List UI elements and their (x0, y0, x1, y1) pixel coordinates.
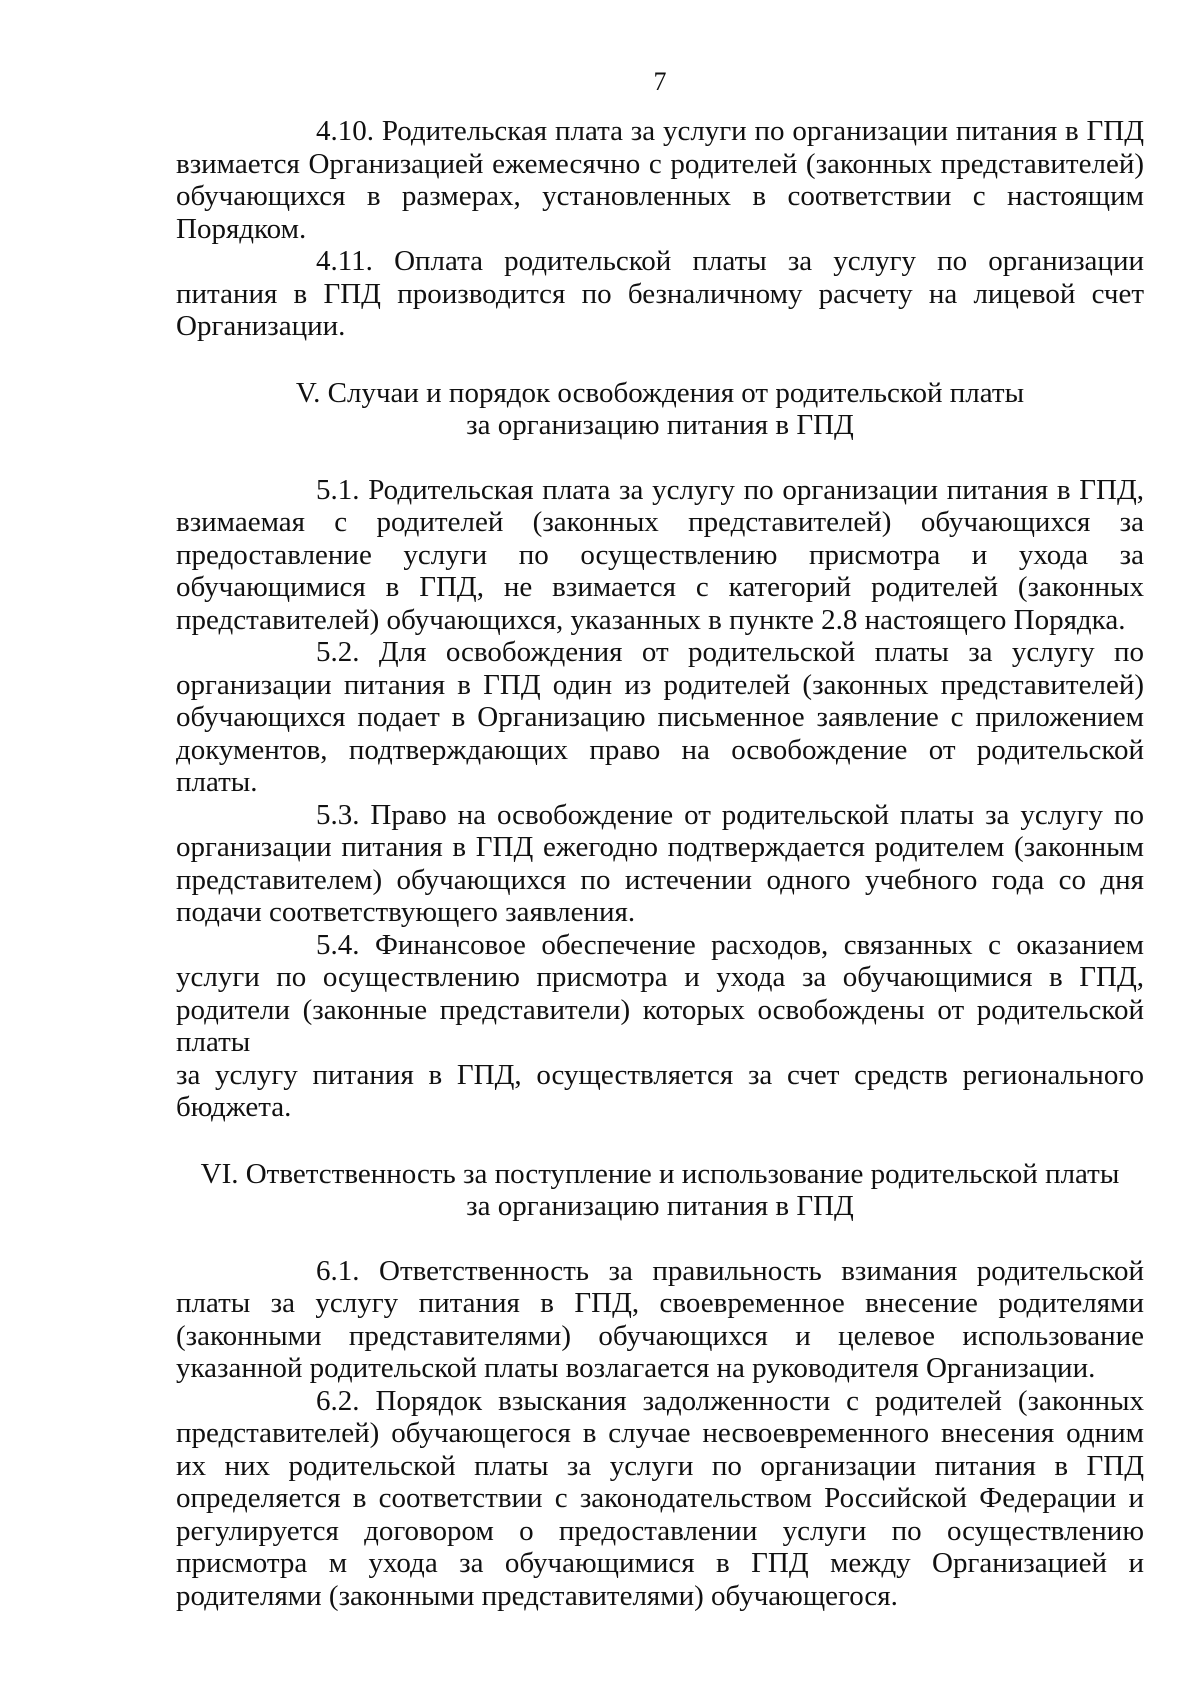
paragraph-text: Финансовое обеспечение расходов, связанных с оказанием услуги по осуществлению присмотра и ухода за обучающимися в ГПД, родители (законные представители) которых освобождены от родительской платы (176, 928, 1144, 1058)
paragraph-6-2 (176, 1385, 1144, 1613)
paragraph-number: 4.10. (316, 115, 374, 147)
paragraph-number: 4.11. (316, 245, 373, 277)
paragraph-5-1 (176, 474, 1144, 637)
page-number: 7 (653, 67, 667, 96)
paragraph-text: Для освобождения от родительской платы за услугу по организации питания в ГПД один из родителей (законных представителей) обучающихся подает в Организацию письменное заявление с приложением документов, подтверждающих право на освобождение от родительской платы. (176, 636, 1145, 798)
paragraph-4-11 (176, 245, 1144, 343)
spacer (176, 343, 1144, 377)
paragraph-number: 5.4. (316, 928, 360, 961)
section-5-heading-line-1: V. Случаи и порядок освобождения от родительской платы (295, 376, 1025, 409)
paragraph-text: Порядок взыскания задолженности с родителей (законных представителей) обучающегося в случае несвоевременного внесения одним их них родительской платы за услуги по организации питания в ГПД определяется в соответствии с законодательством Российской Федерации и регулируется договором о предоставлении услуги по осуществлению присмотра м ухода за обучающимися в ГПД между Организацией и родителями (законными представителями) обучающегося. (176, 1384, 1144, 1612)
paragraph-text: Родительская плата за услуги по организации питания в ГПД взимается Организацией ежемесячно с родителей (законных представителей) обучающихся в размерах, установленных в соответствии с настоящим Порядком. (176, 115, 1145, 245)
paragraph-5-4-continuation: за услугу питания в ГПД, осуществляется за счет средств регионального бюджета. (176, 1058, 1144, 1123)
paragraph-number: 5.2. (316, 636, 360, 668)
spacer (176, 1124, 1144, 1158)
paragraph-5-3 (176, 799, 1144, 929)
paragraph-number: 6.2. (316, 1384, 360, 1417)
paragraph-5-2 (176, 636, 1144, 799)
section-6-heading-line-2: за организацию питания в ГПД (466, 1190, 854, 1222)
paragraph-text: Родительская плата за услугу по организации питания в ГПД, взимаемая с родителей (законных представителей) обучающихся за предоставление услуги по осуществлению присмотра и ухода за обучающимися в ГПД, не взимается с категорий родителей (законных представителей) обучающихся, указанных в пункте 2.8 настоящего Порядка. (176, 473, 1145, 636)
section-5-heading-line-2: за организацию питания в ГПД (466, 409, 854, 441)
spacer (176, 442, 1144, 474)
document-page (176, 0, 1144, 1697)
section-5-heading (176, 377, 1144, 442)
paragraph-number: 6.1. (316, 1254, 360, 1287)
section-6-heading (176, 1158, 1144, 1223)
paragraph-text: Ответственность за правильность взимания родительской платы за услугу питания в ГПД, своевременное внесение родителями (законными представителями) обучающихся и целевое использование указанной родительской платы возлагается на руководителя Организации. (176, 1254, 1144, 1384)
paragraph-6-1 (176, 1255, 1144, 1385)
paragraph-4-10 (176, 115, 1144, 245)
paragraph-number: 5.3. (316, 798, 360, 831)
document-body (176, 115, 1144, 1612)
paragraph-text: Оплата родительской платы за услугу по организации питания в ГПД производится по безналичному расчету на лицевой счет Организации. (176, 245, 1144, 342)
paragraph-text: Право на освобождение от родительской платы за услугу по организации питания в ГПД ежегодно подтверждается родителем (законным представителем) обучающихся по истечении одного учебного года со дня подачи соответствующего заявления. (176, 798, 1144, 928)
paragraph-number: 5.1. (316, 473, 360, 506)
paragraph-5-4 (176, 929, 1144, 1059)
section-6-heading-line-1: VI. Ответственность за поступление и использование родительской платы (200, 1157, 1120, 1190)
spacer (176, 1223, 1144, 1255)
